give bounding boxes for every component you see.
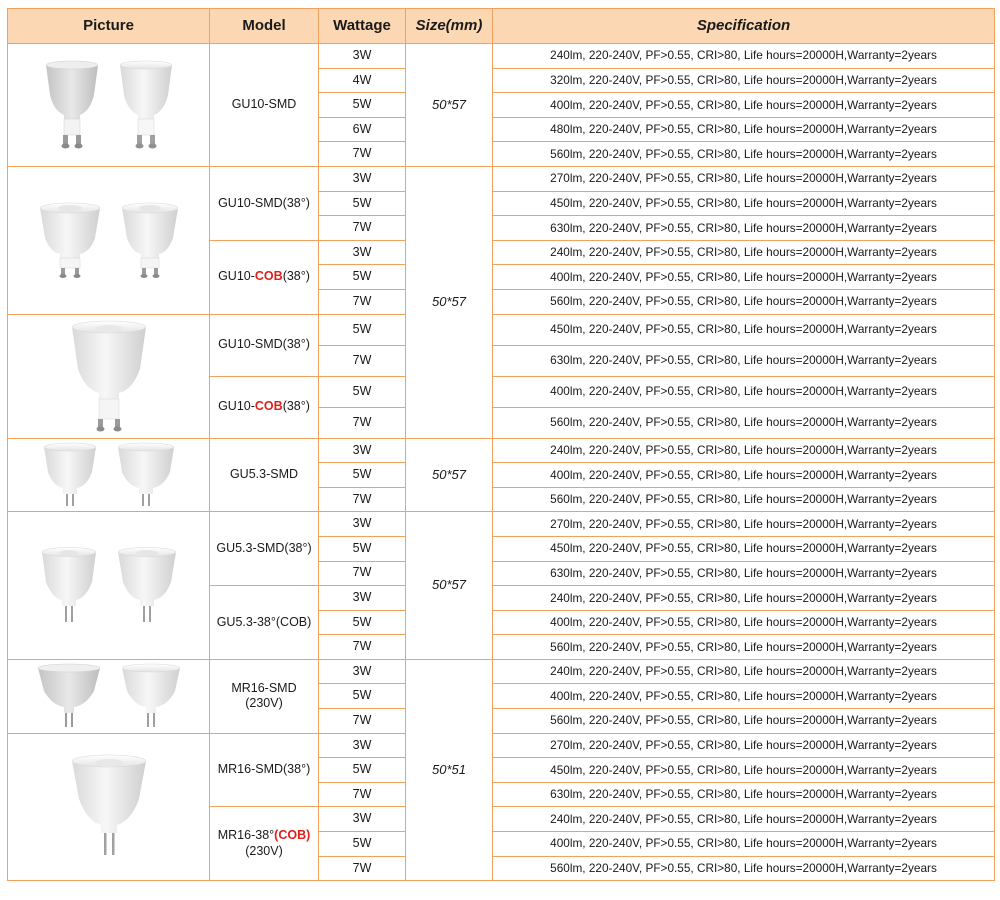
model-line2: (230V) (245, 696, 283, 711)
spec-cell: 400lm, 220-240V, PF>0.55, CRI>80, Life hours=20000H,Warranty=2years (493, 265, 995, 290)
model-mr16-smd-38: MR16-SMD(38°) (210, 733, 319, 807)
model-gu10-smd-38-b: GU10-SMD(38°) (210, 314, 319, 376)
model-cob-highlight: (COB) (274, 828, 311, 843)
size-cell: 50*57 (406, 512, 493, 660)
spec-cell: 560lm, 220-240V, PF>0.55, CRI>80, Life hours=20000H,Warranty=2years (493, 407, 995, 438)
bulb-image-gu10-smd (8, 44, 210, 167)
spec-cell: 560lm, 220-240V, PF>0.55, CRI>80, Life hours=20000H,Warranty=2years (493, 635, 995, 660)
spec-cell: 400lm, 220-240V, PF>0.55, CRI>80, Life hours=20000H,Warranty=2years (493, 93, 995, 118)
model-suffix: (38°) (282, 399, 310, 414)
header-model: Model (210, 9, 319, 44)
gu53-bulb-icon-2 (116, 442, 176, 508)
wattage-cell: 7W (319, 709, 406, 734)
wattage-cell: 7W (319, 216, 406, 241)
table-row (8, 438, 995, 463)
wattage-cell: 3W (319, 733, 406, 758)
spec-cell: 450lm, 220-240V, PF>0.55, CRI>80, Life hours=20000H,Warranty=2years (493, 536, 995, 561)
spec-cell: 630lm, 220-240V, PF>0.55, CRI>80, Life hours=20000H,Warranty=2years (493, 782, 995, 807)
spec-cell: 270lm, 220-240V, PF>0.55, CRI>80, Life hours=20000H,Warranty=2years (493, 166, 995, 191)
wattage-cell: 3W (319, 512, 406, 537)
spec-cell: 240lm, 220-240V, PF>0.55, CRI>80, Life hours=20000H,Warranty=2years (493, 586, 995, 611)
model-prefix: MR16-38° (217, 828, 275, 843)
wattage-cell: 5W (319, 684, 406, 709)
model-gu10-smd-38: GU10-SMD(38°) (210, 166, 319, 240)
header-size: Size(mm) (406, 9, 493, 44)
gu10-bulb-white-icon (118, 59, 174, 151)
gu10-38-bulb-icon (38, 200, 102, 280)
size-cell: 50*57 (406, 438, 493, 512)
spec-cell: 270lm, 220-240V, PF>0.55, CRI>80, Life hours=20000H,Warranty=2years (493, 512, 995, 537)
model-prefix: GU10- (218, 269, 255, 284)
table-row (8, 512, 995, 537)
model-cob-highlight: COB (254, 399, 283, 414)
spec-cell: 560lm, 220-240V, PF>0.55, CRI>80, Life hours=20000H,Warranty=2years (493, 142, 995, 167)
wattage-cell: 3W (319, 240, 406, 265)
spec-cell: 400lm, 220-240V, PF>0.55, CRI>80, Life hours=20000H,Warranty=2years (493, 376, 995, 407)
spec-cell: 480lm, 220-240V, PF>0.55, CRI>80, Life hours=20000H,Warranty=2years (493, 117, 995, 142)
wattage-cell: 7W (319, 142, 406, 167)
spec-cell: 560lm, 220-240V, PF>0.55, CRI>80, Life hours=20000H,Warranty=2years (493, 856, 995, 881)
spec-cell: 320lm, 220-240V, PF>0.55, CRI>80, Life hours=20000H,Warranty=2years (493, 68, 995, 93)
size-cell: 50*57 (406, 166, 493, 438)
spec-cell: 270lm, 220-240V, PF>0.55, CRI>80, Life hours=20000H,Warranty=2years (493, 733, 995, 758)
wattage-cell: 5W (319, 758, 406, 783)
spec-cell: 240lm, 220-240V, PF>0.55, CRI>80, Life hours=20000H,Warranty=2years (493, 659, 995, 684)
gu53-cob-bulb-icon (116, 546, 178, 626)
wattage-cell: 4W (319, 68, 406, 93)
wattage-cell: 5W (319, 610, 406, 635)
spec-cell: 240lm, 220-240V, PF>0.55, CRI>80, Life hours=20000H,Warranty=2years (493, 807, 995, 832)
gu10-bulb-grey-icon (44, 59, 100, 151)
gu10-large-bulb-icon (69, 317, 149, 435)
size-cell: 50*57 (406, 44, 493, 167)
model-gu53-38-cob: GU5.3-38°(COB) (210, 586, 319, 660)
wattage-cell: 7W (319, 561, 406, 586)
model-gu10-smd: GU10-SMD (210, 44, 319, 167)
table-row (8, 44, 995, 69)
bulb-image-gu10-single (8, 314, 210, 438)
model-mr16-smd (210, 659, 319, 733)
model-prefix: GU10- (218, 399, 255, 414)
model-gu53-smd-38: GU5.3-SMD(38°) (210, 512, 319, 586)
wattage-cell: 7W (319, 487, 406, 512)
model-line2: (230V) (245, 843, 283, 858)
model-gu53-smd: GU5.3-SMD (210, 438, 319, 512)
product-spec-table (7, 8, 995, 881)
wattage-cell: 3W (319, 586, 406, 611)
gu53-38-bulb-icon (40, 546, 98, 626)
spec-cell: 450lm, 220-240V, PF>0.55, CRI>80, Life hours=20000H,Warranty=2years (493, 314, 995, 345)
spec-cell: 630lm, 220-240V, PF>0.55, CRI>80, Life hours=20000H,Warranty=2years (493, 561, 995, 586)
header-specification: Specification (493, 9, 995, 44)
size-cell: 50*51 (406, 659, 493, 880)
wattage-cell: 5W (319, 832, 406, 857)
table-row (8, 166, 995, 191)
model-line1: MR16-SMD (231, 680, 297, 695)
wattage-cell: 5W (319, 314, 406, 345)
mr16-bulb-grey-icon (36, 663, 102, 729)
bulb-image-gu53-38 (8, 512, 210, 660)
wattage-cell: 6W (319, 117, 406, 142)
wattage-cell: 5W (319, 536, 406, 561)
wattage-cell: 7W (319, 289, 406, 314)
wattage-cell: 3W (319, 166, 406, 191)
table-row (8, 733, 995, 758)
wattage-cell: 7W (319, 856, 406, 881)
wattage-cell: 3W (319, 438, 406, 463)
gu10-cob-bulb-icon (120, 200, 180, 280)
table-row (8, 314, 995, 345)
wattage-cell: 7W (319, 782, 406, 807)
wattage-cell: 5W (319, 265, 406, 290)
spec-cell: 400lm, 220-240V, PF>0.55, CRI>80, Life hours=20000H,Warranty=2years (493, 832, 995, 857)
spec-cell: 560lm, 220-240V, PF>0.55, CRI>80, Life hours=20000H,Warranty=2years (493, 487, 995, 512)
wattage-cell: 7W (319, 345, 406, 376)
spec-cell: 450lm, 220-240V, PF>0.55, CRI>80, Life hours=20000H,Warranty=2years (493, 191, 995, 216)
wattage-cell: 5W (319, 376, 406, 407)
spec-cell: 240lm, 220-240V, PF>0.55, CRI>80, Life hours=20000H,Warranty=2years (493, 438, 995, 463)
spec-cell: 240lm, 220-240V, PF>0.55, CRI>80, Life hours=20000H,Warranty=2years (493, 240, 995, 265)
model-cob-highlight: COB (254, 269, 283, 284)
spec-cell: 630lm, 220-240V, PF>0.55, CRI>80, Life hours=20000H,Warranty=2years (493, 345, 995, 376)
mr16-large-bulb-icon (69, 753, 149, 861)
table-row (8, 659, 995, 684)
spec-cell: 400lm, 220-240V, PF>0.55, CRI>80, Life hours=20000H,Warranty=2years (493, 610, 995, 635)
header-wattage: Wattage (319, 9, 406, 44)
header-row (8, 9, 995, 44)
spec-cell: 630lm, 220-240V, PF>0.55, CRI>80, Life hours=20000H,Warranty=2years (493, 216, 995, 241)
model-gu10-cob-38-b (210, 376, 319, 438)
wattage-cell: 3W (319, 44, 406, 69)
header-picture: Picture (8, 9, 210, 44)
wattage-cell: 3W (319, 659, 406, 684)
spec-cell: 560lm, 220-240V, PF>0.55, CRI>80, Life hours=20000H,Warranty=2years (493, 289, 995, 314)
mr16-bulb-white-icon (120, 663, 182, 729)
bulb-image-mr16-38 (8, 733, 210, 881)
bulb-image-gu53-smd (8, 438, 210, 512)
model-suffix: (38°) (282, 269, 310, 284)
spec-cell: 240lm, 220-240V, PF>0.55, CRI>80, Life hours=20000H,Warranty=2years (493, 44, 995, 69)
wattage-cell: 5W (319, 191, 406, 216)
wattage-cell: 5W (319, 93, 406, 118)
wattage-cell: 5W (319, 463, 406, 488)
bulb-image-mr16-smd (8, 659, 210, 733)
model-gu10-cob-38 (210, 240, 319, 314)
bulb-image-gu10-38 (8, 166, 210, 314)
spec-cell: 400lm, 220-240V, PF>0.55, CRI>80, Life hours=20000H,Warranty=2years (493, 684, 995, 709)
wattage-cell: 7W (319, 407, 406, 438)
spec-cell: 400lm, 220-240V, PF>0.55, CRI>80, Life hours=20000H,Warranty=2years (493, 463, 995, 488)
spec-cell: 450lm, 220-240V, PF>0.55, CRI>80, Life hours=20000H,Warranty=2years (493, 758, 995, 783)
wattage-cell: 7W (319, 635, 406, 660)
wattage-cell: 3W (319, 807, 406, 832)
model-mr16-38-cob (210, 807, 319, 881)
gu53-bulb-icon (42, 442, 98, 508)
spec-cell: 560lm, 220-240V, PF>0.55, CRI>80, Life hours=20000H,Warranty=2years (493, 709, 995, 734)
